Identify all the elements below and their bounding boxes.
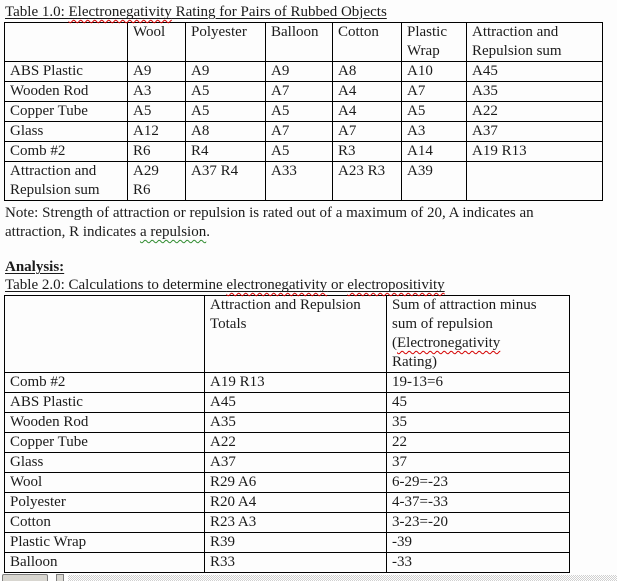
column-header-cell: Balloon [266, 23, 333, 62]
value-cell: A35 [467, 82, 603, 102]
table-row [5, 393, 570, 413]
value-cell: A3 [402, 122, 467, 142]
value-cell: R4 [186, 142, 266, 162]
table1-title [5, 3, 617, 21]
row-label-cell: Cotton [5, 513, 205, 533]
spellcheck-flagged-text: a repulsion [139, 224, 207, 240]
value-cell: A45 [467, 62, 603, 82]
value-cell [467, 162, 603, 201]
table2-title [5, 276, 617, 294]
row-label-cell: Copper Tube [5, 102, 128, 122]
table-row [5, 433, 570, 453]
table-row [5, 473, 570, 493]
value-cell: A10 [402, 62, 467, 82]
row-label-cell: Attraction and Repulsion sum [5, 162, 128, 201]
value-cell: A7 [402, 82, 467, 102]
table-row [5, 453, 570, 473]
value-cell: 6-29=-23 [387, 473, 570, 493]
value-cell: A37 [205, 453, 387, 473]
value-cell: 3-23=-20 [387, 513, 570, 533]
row-label-cell: Comb #2 [5, 142, 128, 162]
value-cell: 22 [387, 433, 570, 453]
text-run: Table 1.0: [5, 4, 69, 20]
value-cell: A37 [467, 122, 603, 142]
value-cell: R20 A4 [205, 493, 387, 513]
value-cell: A14 [402, 142, 467, 162]
value-cell: A19 R13 [205, 373, 387, 393]
text-run: Table 2.0: Calculations to determine [5, 277, 227, 293]
table-row [5, 493, 570, 513]
value-cell: A7 [333, 122, 402, 142]
header-row [5, 296, 570, 373]
value-cell: A29 R6 [128, 162, 186, 201]
value-cell: -39 [387, 533, 570, 553]
value-cell: R3 [333, 142, 402, 162]
column-header-cell: Wool [128, 23, 186, 62]
value-cell: A5 [266, 102, 333, 122]
table2 [4, 295, 570, 573]
table-row [5, 553, 570, 573]
value-cell: -33 [387, 553, 570, 573]
scrollbar-track[interactable] [68, 575, 617, 581]
spellcheck-flagged-text: electronegativity [226, 277, 328, 293]
text-run: Rating for Pairs of Rubbed Objects [171, 4, 387, 20]
value-cell: 35 [387, 413, 570, 433]
value-cell: A22 [467, 102, 603, 122]
value-cell: A12 [128, 122, 186, 142]
horizontal-scrollbar[interactable] [0, 574, 617, 581]
row-label-cell: Balloon [5, 553, 205, 573]
scrollbar-thumb[interactable] [2, 574, 48, 581]
value-cell: A9 [266, 62, 333, 82]
value-cell: R6 [128, 142, 186, 162]
value-cell: A8 [186, 122, 266, 142]
row-label-cell: Wooden Rod [5, 413, 205, 433]
table-row [5, 142, 603, 162]
row-label-cell: Copper Tube [5, 433, 205, 453]
table1 [4, 22, 603, 201]
row-label-cell: Glass [5, 122, 128, 142]
value-cell: R23 A3 [205, 513, 387, 533]
value-cell: A23 R3 [333, 162, 402, 201]
column-header-cell: Polyester [186, 23, 266, 62]
table-row [5, 513, 570, 533]
value-cell: A7 [266, 122, 333, 142]
note-text [5, 204, 611, 242]
table1-header [5, 23, 603, 62]
value-cell: R29 A6 [205, 473, 387, 493]
value-cell: A9 [186, 62, 266, 82]
value-cell: A22 [205, 433, 387, 453]
value-cell: A37 R4 [186, 162, 266, 201]
column-header-cell [387, 296, 570, 373]
value-cell: A35 [205, 413, 387, 433]
text-run: or [327, 277, 348, 293]
column-header-cell [5, 23, 128, 62]
table-row [5, 122, 603, 142]
table2-header [5, 296, 570, 373]
value-cell: A39 [402, 162, 467, 201]
row-label-cell: Comb #2 [5, 373, 205, 393]
header-row [5, 23, 603, 62]
table-row [5, 373, 570, 393]
row-label-cell: Glass [5, 453, 205, 473]
column-header-cell: Cotton [333, 23, 402, 62]
value-cell: A5 [402, 102, 467, 122]
value-cell: A7 [266, 82, 333, 102]
text-run: Rating) [392, 354, 437, 370]
value-cell: 37 [387, 453, 570, 473]
value-cell: A4 [333, 82, 402, 102]
table2-body [5, 373, 570, 573]
table-row [5, 533, 570, 553]
value-cell: A5 [186, 82, 266, 102]
text-run: Note: Strength of attraction or repulsion is rated out of a maximum of 20, A indicates an attraction, R indicates [5, 205, 534, 240]
row-label-cell: Wooden Rod [5, 82, 128, 102]
value-cell: R33 [205, 553, 387, 573]
spellcheck-flagged-text: electropositivity [347, 277, 445, 293]
column-header-cell: Attraction and Repulsion sum [467, 23, 603, 62]
text-run: Attraction and Repulsion Totals [210, 297, 361, 332]
value-cell: A5 [186, 102, 266, 122]
value-cell: A4 [333, 102, 402, 122]
scrollbar-resize-handle[interactable] [56, 574, 64, 581]
table1-title-text [5, 4, 387, 20]
value-cell: A9 [128, 62, 186, 82]
value-cell: A5 [266, 142, 333, 162]
value-cell: 4-37=-33 [387, 493, 570, 513]
table-row [5, 162, 603, 201]
table1-body [5, 62, 603, 201]
text-run: Sum of attraction minus sum of repulsion ( [392, 297, 537, 351]
table-row [5, 102, 603, 122]
value-cell: R39 [205, 533, 387, 553]
value-cell: A5 [128, 102, 186, 122]
row-label-cell: ABS Plastic [5, 62, 128, 82]
value-cell: A19 R13 [467, 142, 603, 162]
value-cell: A45 [205, 393, 387, 413]
column-header-cell [205, 296, 387, 373]
value-cell: 45 [387, 393, 570, 413]
row-label-cell: ABS Plastic [5, 393, 205, 413]
spellcheck-flagged-text: Electronegativity [397, 335, 501, 351]
column-header-cell: Plastic Wrap [402, 23, 467, 62]
row-label-cell: Polyester [5, 493, 205, 513]
spellcheck-flagged-text: Electronegativity [68, 4, 172, 20]
table2-title-text [5, 277, 445, 293]
value-cell: A3 [128, 82, 186, 102]
table-row [5, 62, 603, 82]
row-label-cell: Plastic Wrap [5, 533, 205, 553]
value-cell: A33 [266, 162, 333, 201]
value-cell: 19-13=6 [387, 373, 570, 393]
table-row [5, 413, 570, 433]
analysis-heading [5, 258, 617, 276]
analysis-heading-text: Analysis: [5, 259, 65, 275]
row-label-cell: Wool [5, 473, 205, 493]
text-run: . [206, 224, 210, 240]
table-row [5, 82, 603, 102]
value-cell: A8 [333, 62, 402, 82]
column-header-cell [5, 296, 205, 373]
